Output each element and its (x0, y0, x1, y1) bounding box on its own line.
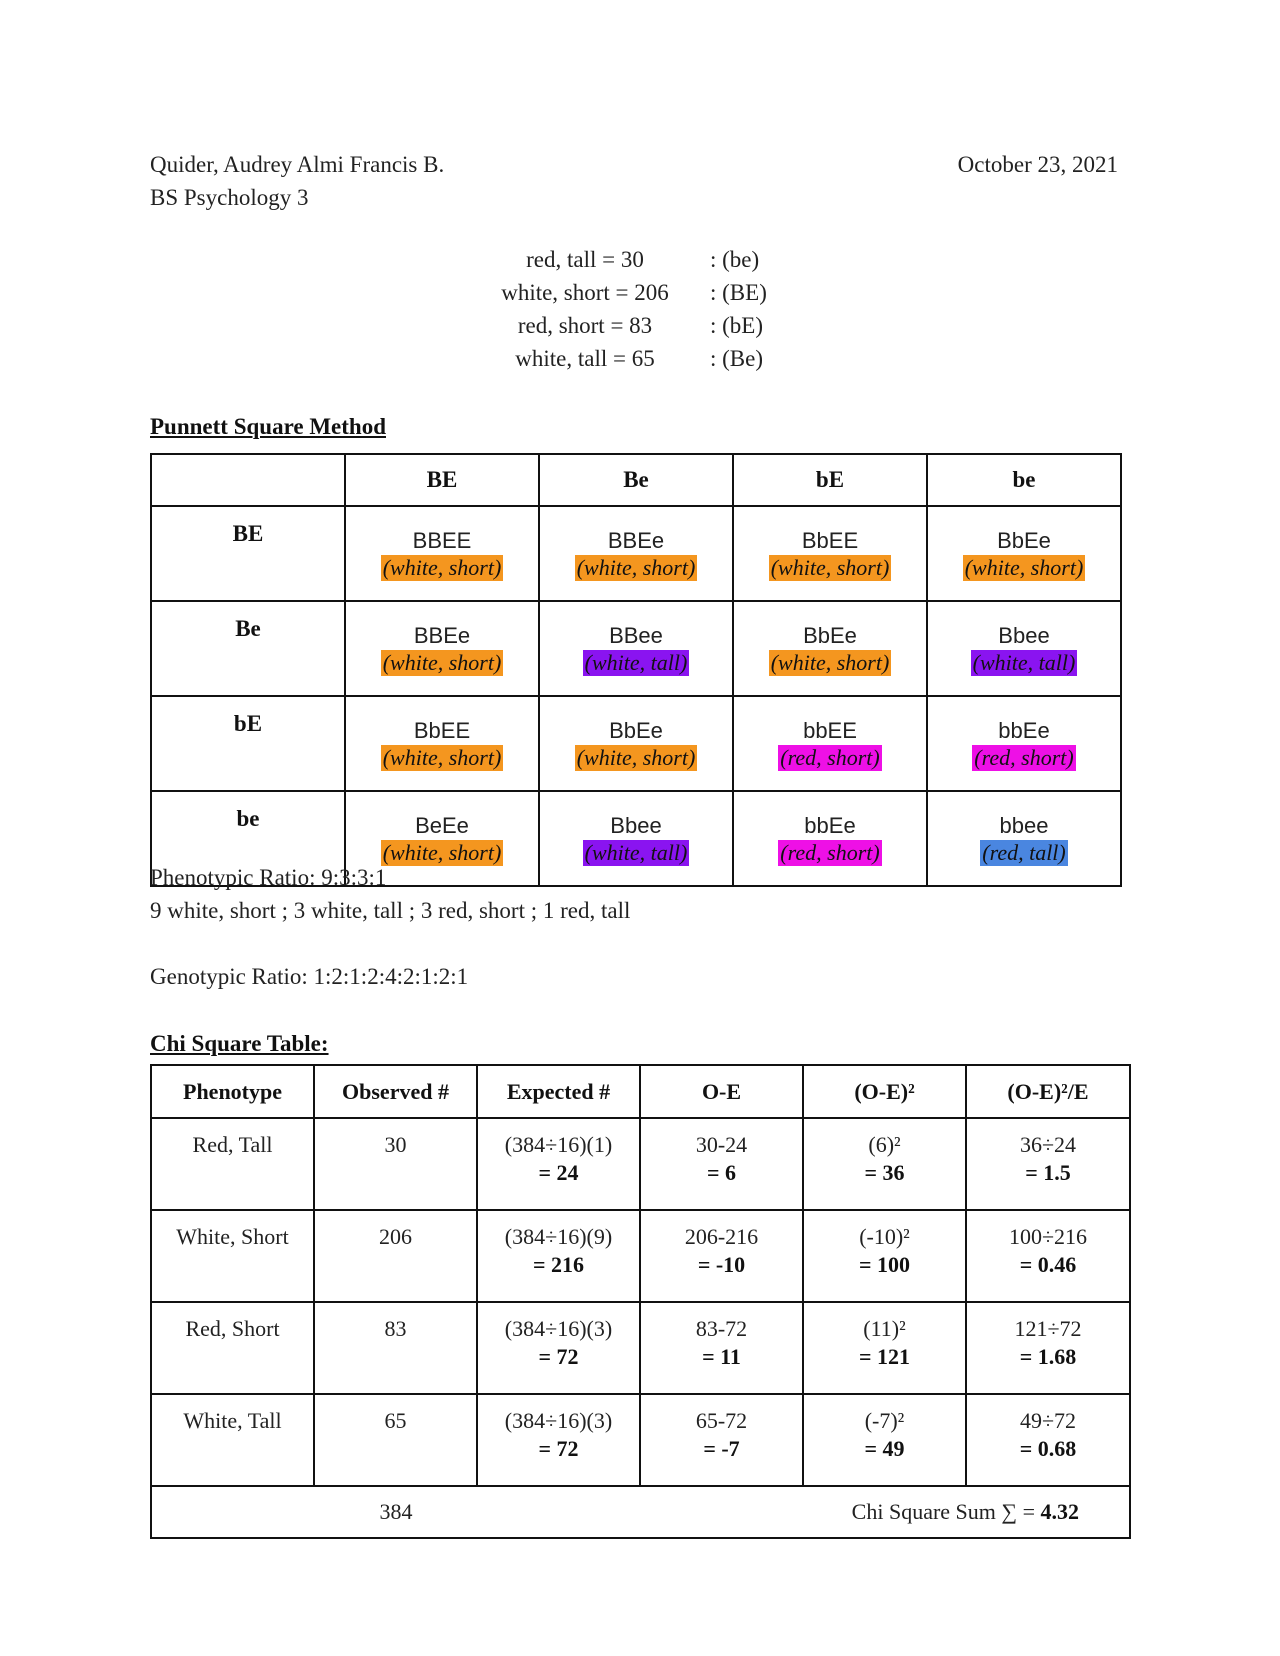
chi-expected (477, 1210, 640, 1302)
chi-contribution (966, 1394, 1130, 1486)
oe-value: = 6 (706, 1160, 737, 1185)
sum-label: Chi Square Sum ∑ = (851, 1499, 1041, 1524)
phenotype-label: (red, tall) (982, 839, 1066, 865)
div-value: = 0.46 (1019, 1252, 1077, 1277)
expected-value: = 72 (538, 1344, 579, 1369)
punnett-title: Punnett Square Method (150, 414, 386, 439)
punnett-cell (733, 506, 927, 601)
phenotype-label: (white, short) (382, 744, 502, 770)
punnett-cell (927, 506, 1121, 601)
phenotype-label: (white, tall) (972, 649, 1076, 675)
expected-value: = 72 (538, 1436, 579, 1461)
chi-square-table (150, 1064, 1131, 1539)
chi-contribution (966, 1210, 1130, 1302)
genotype: Bbee (998, 622, 1050, 648)
punnett-col-header: Be (539, 454, 733, 506)
allele-code: : (be) (710, 247, 760, 272)
chi-observed: 65 (314, 1394, 477, 1486)
chi-expected (477, 1118, 640, 1210)
punnett-col-header: bE (733, 454, 927, 506)
chi-contribution (966, 1302, 1130, 1394)
chi-col-header: O-E (640, 1065, 803, 1118)
chi-col-header: (O-E)²/E (966, 1065, 1130, 1118)
genotype: Bbee (610, 812, 662, 838)
chi-col-header: Phenotype (151, 1065, 314, 1118)
chi-squared (803, 1118, 966, 1210)
sq-value: = 100 (858, 1252, 911, 1277)
sq-expr: (-7)² (864, 1408, 905, 1433)
oe-expr: 206-216 (684, 1224, 759, 1249)
punnett-cell (539, 506, 733, 601)
chi-o-minus-e (640, 1302, 803, 1394)
phenotype-label: (white, short) (382, 839, 502, 865)
genotype: BbEE (413, 717, 471, 743)
chi-observed: 83 (314, 1302, 477, 1394)
expected-value: = 24 (538, 1160, 579, 1185)
punnett-row-header: bE (151, 696, 345, 791)
allele-label: white, short = 206 (501, 280, 669, 305)
punnett-cell (927, 601, 1121, 696)
sq-value: = 49 (864, 1436, 905, 1461)
allele-code: : (Be) (710, 346, 764, 371)
phenotype-label: (white, tall) (584, 649, 688, 675)
punnett-cell (539, 601, 733, 696)
punnett-row-header: BE (151, 506, 345, 601)
punnett-square-table (150, 453, 1122, 887)
genotype: bbee (999, 812, 1049, 838)
div-value: = 1.5 (1025, 1160, 1071, 1185)
genotype: BbEe (997, 527, 1051, 553)
chi-square-title: Chi Square Table: (150, 1031, 329, 1056)
punnett-corner (151, 454, 345, 506)
sq-expr: (11)² (863, 1316, 906, 1341)
course-label: BS Psychology 3 (150, 185, 309, 210)
phenotype-label: (white, short) (576, 554, 696, 580)
phenotype-label: (red, short) (780, 744, 880, 770)
div-value: = 0.68 (1019, 1436, 1077, 1461)
phenotype-label: (white, short) (382, 649, 502, 675)
student-name: Quider, Audrey Almi Francis B. (150, 152, 445, 177)
oe-expr: 83-72 (695, 1316, 748, 1341)
chi-phenotype: Red, Tall (151, 1118, 314, 1210)
chi-phenotype: Red, Short (151, 1302, 314, 1394)
genotype: BbEe (609, 717, 663, 743)
allele-code: : (BE) (710, 280, 767, 305)
chi-total-row (151, 1486, 1130, 1538)
chi-squared (803, 1394, 966, 1486)
phenotype-label: (white, short) (770, 649, 890, 675)
div-expr: 36÷24 (1019, 1132, 1077, 1157)
allele-code: : (bE) (710, 313, 764, 338)
punnett-cell (733, 791, 927, 886)
expected-expr: (384÷16)(1) (504, 1132, 613, 1157)
expected-expr: (384÷16)(3) (504, 1408, 613, 1433)
chi-col-header: Observed # (314, 1065, 477, 1118)
punnett-cell (345, 506, 539, 601)
oe-expr: 30-24 (695, 1132, 748, 1157)
punnett-row-header: be (151, 791, 345, 886)
genotype: BBEe (607, 527, 665, 553)
chi-contribution (966, 1118, 1130, 1210)
punnett-cell (927, 696, 1121, 791)
punnett-row (151, 601, 1121, 696)
sq-value: = 121 (858, 1344, 911, 1369)
chi-phenotype: White, Short (151, 1210, 314, 1302)
chi-col-header: Expected # (477, 1065, 640, 1118)
chi-row (151, 1394, 1130, 1486)
phenotype-label: (white, tall) (584, 839, 688, 865)
punnett-row (151, 696, 1121, 791)
punnett-cell (539, 791, 733, 886)
punnett-cell (345, 601, 539, 696)
phenotype-label: (white, short) (382, 554, 502, 580)
expected-expr: (384÷16)(9) (504, 1224, 613, 1249)
chi-header-row (151, 1065, 1130, 1118)
genotype: bbEE (803, 717, 857, 743)
genotypic-ratio: Genotypic Ratio: 1:2:1:2:4:2:1:2:1 (150, 964, 469, 989)
phenotype-label: (white, short) (576, 744, 696, 770)
punnett-cell (539, 696, 733, 791)
chi-expected (477, 1302, 640, 1394)
chi-observed: 30 (314, 1118, 477, 1210)
document-date: October 23, 2021 (957, 152, 1118, 177)
chi-o-minus-e (640, 1118, 803, 1210)
chi-expected (477, 1394, 640, 1486)
chi-squared (803, 1302, 966, 1394)
oe-expr: 65-72 (695, 1408, 748, 1433)
chi-row (151, 1302, 1130, 1394)
phenotype-label: (red, short) (780, 839, 880, 865)
chi-col-header: (O-E)² (803, 1065, 966, 1118)
chi-observed: 206 (314, 1210, 477, 1302)
punnett-row (151, 506, 1121, 601)
punnett-col-header: BE (345, 454, 539, 506)
chi-square-sum (640, 1486, 1130, 1538)
expected-value: = 216 (532, 1252, 585, 1277)
punnett-header-row (151, 454, 1121, 506)
div-expr: 100÷216 (1008, 1224, 1088, 1249)
genotype: bbEe (804, 812, 856, 838)
chi-phenotype: White, Tall (151, 1394, 314, 1486)
oe-value: = 11 (702, 1344, 741, 1369)
genotype: BBEe (413, 622, 471, 648)
sq-expr: (6)² (868, 1132, 901, 1157)
sq-expr: (-10)² (859, 1224, 910, 1249)
chi-row (151, 1210, 1130, 1302)
allele-label: white, tall = 65 (515, 346, 655, 371)
punnett-row-header: Be (151, 601, 345, 696)
punnett-cell (733, 696, 927, 791)
allele-label: red, tall = 30 (526, 247, 644, 272)
chi-squared (803, 1210, 966, 1302)
chi-o-minus-e (640, 1210, 803, 1302)
genotype: BbEE (801, 527, 859, 553)
div-expr: 49÷72 (1019, 1408, 1077, 1433)
punnett-cell (927, 791, 1121, 886)
oe-value: = -10 (697, 1252, 746, 1277)
genotype: BBee (609, 622, 663, 648)
chi-row (151, 1118, 1130, 1210)
div-expr: 121÷72 (1014, 1316, 1082, 1341)
punnett-col-header: be (927, 454, 1121, 506)
genotype: BeEe (415, 812, 469, 838)
div-value: = 1.68 (1019, 1344, 1077, 1369)
allele-label: red, short = 83 (517, 313, 653, 338)
phenotype-label: (white, short) (964, 554, 1084, 580)
total-observed: 384 (151, 1486, 640, 1538)
punnett-cell (345, 696, 539, 791)
sq-value: = 36 (864, 1160, 905, 1185)
expected-expr: (384÷16)(3) (504, 1316, 613, 1341)
genotype: BBEE (412, 527, 472, 553)
phenotypic-ratio: Phenotypic Ratio: 9:3:3:1 (150, 865, 387, 890)
phenotypic-ratio-detail: 9 white, short ; 3 white, tall ; 3 red, short ; 1 red, tall (150, 898, 631, 923)
chi-o-minus-e (640, 1394, 803, 1486)
oe-value: = -7 (703, 1436, 740, 1461)
genotype: bbEe (998, 717, 1050, 743)
sum-value: 4.32 (1040, 1499, 1079, 1524)
phenotype-label: (white, short) (770, 554, 890, 580)
punnett-cell (733, 601, 927, 696)
phenotype-label: (red, short) (974, 744, 1074, 770)
genotype: BbEe (803, 622, 857, 648)
